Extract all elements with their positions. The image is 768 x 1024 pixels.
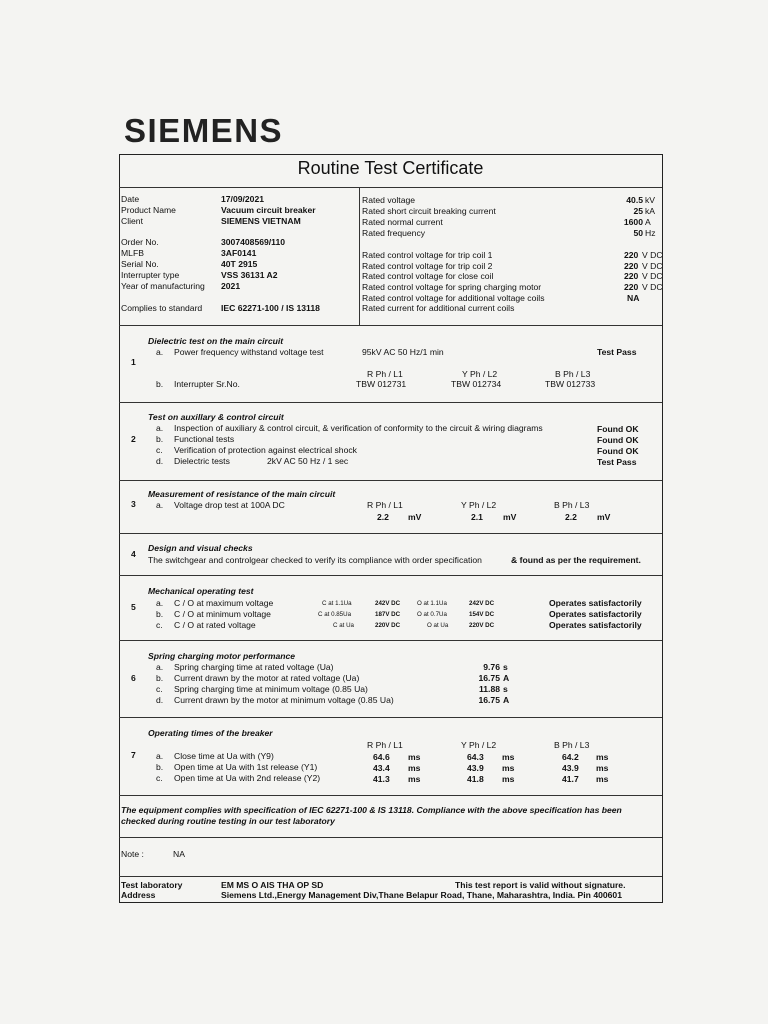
time-unit: ms bbox=[596, 752, 609, 762]
rating-value: 25 bbox=[633, 206, 643, 216]
rating-unit: V DC bbox=[642, 271, 663, 281]
rating-unit: Hz bbox=[645, 228, 656, 238]
item-text: Open time at Ua with 2nd release (Y2) bbox=[174, 773, 321, 783]
condition-voltage: 187V DC bbox=[375, 611, 401, 618]
divider bbox=[119, 717, 662, 718]
time-unit: ms bbox=[596, 774, 609, 784]
item-unit: s bbox=[503, 684, 508, 694]
rating-label: Rated control voltage for spring charging motor bbox=[362, 282, 542, 292]
item-letter: a. bbox=[156, 751, 164, 761]
item-letter: a. bbox=[156, 662, 164, 672]
divider bbox=[119, 325, 662, 326]
measured-value: 2.1 bbox=[471, 512, 483, 522]
section-number: 5 bbox=[131, 602, 136, 612]
item-letter: a. bbox=[156, 423, 164, 433]
item-value: TBW 012733 bbox=[545, 379, 596, 389]
item-value: 95kV AC 50 Hz/1 min bbox=[362, 347, 444, 357]
rating-label: Rated voltage bbox=[362, 195, 416, 205]
section-number: 7 bbox=[131, 750, 136, 760]
rating-unit: V DC bbox=[642, 261, 663, 271]
condition: O at Ua bbox=[427, 622, 449, 629]
lab-value: EM MS O AIS THA OP SD bbox=[221, 880, 324, 890]
item-text: Verification of protection against electrical shock bbox=[174, 445, 357, 455]
section-number: 3 bbox=[131, 499, 136, 509]
rating-label: Rated normal current bbox=[362, 217, 443, 227]
phase-header: Y Ph / L2 bbox=[461, 500, 497, 510]
condition: C at 1.1Ua bbox=[322, 600, 352, 607]
condition-voltage: 242V DC bbox=[469, 600, 495, 607]
section-heading: Mechanical operating test bbox=[148, 586, 254, 596]
compliance-statement: checked during routine testing in our test laboratory bbox=[121, 816, 335, 826]
phase-header: B Ph / L3 bbox=[554, 500, 590, 510]
item-text: Voltage drop test at 100A DC bbox=[174, 500, 285, 510]
info-label: Product Name bbox=[121, 205, 176, 215]
item-letter: c. bbox=[156, 684, 163, 694]
info-label: Serial No. bbox=[121, 259, 159, 269]
item-letter: b. bbox=[156, 673, 164, 683]
info-label: Interrupter type bbox=[121, 270, 180, 280]
item-text: Power frequency withstand voltage test bbox=[174, 347, 324, 357]
item-text: Close time at Ua with (Y9) bbox=[174, 751, 274, 761]
rating-value: 220 bbox=[624, 271, 639, 281]
time-unit: ms bbox=[502, 774, 515, 784]
divider bbox=[119, 837, 662, 838]
info-label: Date bbox=[121, 194, 140, 204]
item-letter: b. bbox=[156, 434, 164, 444]
divider bbox=[119, 480, 662, 481]
item-letter: a. bbox=[156, 347, 164, 357]
phase-header: B Ph / L3 bbox=[555, 369, 591, 379]
item-letter: c. bbox=[156, 773, 163, 783]
condition-voltage: 220V DC bbox=[375, 622, 401, 629]
note-value: NA bbox=[173, 849, 185, 859]
rating-label: Rated control voltage for trip coil 1 bbox=[362, 250, 493, 260]
condition: C at Ua bbox=[333, 622, 354, 629]
address-label: Address bbox=[121, 890, 156, 900]
item-result: Operates satisfactorily bbox=[549, 598, 642, 608]
info-divider bbox=[359, 187, 360, 325]
time-unit: ms bbox=[408, 763, 421, 773]
info-value: 3AF0141 bbox=[221, 248, 257, 258]
info-value: 3007408569/110 bbox=[221, 237, 286, 247]
phase-header: R Ph / L1 bbox=[367, 500, 403, 510]
item-letter: c. bbox=[156, 620, 163, 630]
item-text: Inspection of auxiliary & control circuit, & verification of conformity to the circuit & wiring diagrams bbox=[174, 423, 543, 433]
divider bbox=[119, 795, 662, 796]
item-value: TBW 012731 bbox=[356, 379, 407, 389]
time-value: 64.3 bbox=[467, 752, 484, 762]
item-text: Dielectric tests bbox=[174, 456, 230, 466]
divider bbox=[119, 876, 662, 877]
item-text: C / O at maximum voltage bbox=[174, 598, 274, 608]
info-label: Complies to standard bbox=[121, 303, 203, 313]
section-number: 1 bbox=[131, 357, 136, 367]
time-value: 64.6 bbox=[373, 752, 390, 762]
item-result: Operates satisfactorily bbox=[549, 609, 642, 619]
section-heading: Measurement of resistance of the main circuit bbox=[148, 489, 336, 499]
item-result: Found OK bbox=[597, 446, 639, 456]
item-letter: a. bbox=[156, 598, 164, 608]
rating-label: Rated control voltage for close coil bbox=[362, 271, 494, 281]
certificate-title: Routine Test Certificate bbox=[297, 158, 484, 178]
section-heading: Spring charging motor performance bbox=[148, 651, 296, 661]
item-text: Current drawn by the motor at rated voltage (Ua) bbox=[174, 673, 360, 683]
item-text: Interrupter Sr.No. bbox=[174, 379, 240, 389]
time-unit: ms bbox=[408, 752, 421, 762]
rating-unit: A bbox=[645, 217, 651, 227]
section-heading: Operating times of the breaker bbox=[148, 728, 273, 738]
item-text: Current drawn by the motor at minimum voltage (0.85 Ua) bbox=[174, 695, 394, 705]
info-label: Client bbox=[121, 216, 143, 226]
item-unit: A bbox=[503, 673, 510, 683]
info-label: Order No. bbox=[121, 237, 159, 247]
validity-note: This test report is valid without signature. bbox=[455, 880, 626, 890]
phase-header: R Ph / L1 bbox=[367, 740, 403, 750]
item-result: Test Pass bbox=[597, 457, 637, 467]
phase-header: Y Ph / L2 bbox=[462, 369, 498, 379]
condition: C at 0.85Ua bbox=[318, 611, 352, 618]
note-label: Note : bbox=[121, 849, 144, 859]
rating-value: NA bbox=[627, 293, 640, 303]
item-letter: b. bbox=[156, 379, 164, 389]
address-value: Siemens Ltd.,Energy Management Div,Thane Belapur Road, Thane, Maharashtra, India. Pin 400601 bbox=[221, 890, 622, 900]
info-value: VSS 36131 A2 bbox=[221, 270, 278, 280]
time-value: 41.8 bbox=[467, 774, 484, 784]
time-unit: ms bbox=[502, 752, 515, 762]
info-value: 2021 bbox=[221, 281, 241, 291]
measured-value: 2.2 bbox=[565, 512, 577, 522]
info-value: 17/09/2021 bbox=[221, 194, 265, 204]
info-value: Vacuum circuit breaker bbox=[221, 205, 316, 215]
item-value: 2kV AC 50 Hz / 1 sec bbox=[267, 456, 349, 466]
measured-unit: mV bbox=[408, 512, 422, 522]
item-value: 11.88 bbox=[478, 684, 500, 694]
rating-value: 40.5 bbox=[626, 195, 643, 205]
item-value: 9.76 bbox=[483, 662, 500, 672]
measured-unit: mV bbox=[597, 512, 611, 522]
time-unit: ms bbox=[408, 774, 421, 784]
condition: O at 1.1Ua bbox=[417, 600, 447, 607]
measured-value: 2.2 bbox=[377, 512, 389, 522]
rating-value: 220 bbox=[624, 261, 639, 271]
condition-voltage: 220V DC bbox=[469, 622, 495, 629]
item-text: Spring charging time at rated voltage (Ua) bbox=[174, 662, 334, 672]
phase-header: B Ph / L3 bbox=[554, 740, 590, 750]
measured-unit: mV bbox=[503, 512, 517, 522]
rating-label: Rated control voltage for additional voltage coils bbox=[362, 293, 545, 303]
info-label: MLFB bbox=[121, 248, 144, 258]
item-unit: s bbox=[503, 662, 508, 672]
item-text: Spring charging time at minimum voltage (0.85 Ua) bbox=[174, 684, 368, 694]
rating-label: Rated current for additional current coils bbox=[362, 303, 515, 313]
section-heading: Design and visual checks bbox=[148, 543, 253, 553]
section-number: 6 bbox=[131, 673, 136, 683]
condition-voltage: 242V DC bbox=[375, 600, 401, 607]
info-value: IEC 62271-100 / IS 13118 bbox=[221, 303, 320, 313]
item-text: Open time at Ua with 1st release (Y1) bbox=[174, 762, 318, 772]
section-heading: Dielectric test on the main circuit bbox=[148, 336, 284, 346]
item-letter: a. bbox=[156, 500, 164, 510]
info-value: SIEMENS VIETNAM bbox=[221, 216, 301, 226]
condition: O at 0.7Ua bbox=[417, 611, 447, 618]
rating-value: 50 bbox=[633, 228, 643, 238]
item-letter: c. bbox=[156, 445, 163, 455]
lab-label: Test laboratory bbox=[121, 880, 183, 890]
phase-header: R Ph / L1 bbox=[367, 369, 403, 379]
time-value: 43.9 bbox=[562, 763, 579, 773]
item-text: Functional tests bbox=[174, 434, 235, 444]
rating-label: Rated short circuit breaking current bbox=[362, 206, 496, 216]
item-text: C / O at minimum voltage bbox=[174, 609, 271, 619]
rating-value: 220 bbox=[624, 250, 639, 260]
item-letter: d. bbox=[156, 695, 164, 705]
rating-label: Rated control voltage for trip coil 2 bbox=[362, 261, 493, 271]
rating-unit: V DC bbox=[642, 250, 663, 260]
divider bbox=[119, 575, 662, 576]
divider bbox=[119, 402, 662, 403]
item-result: Found OK bbox=[597, 435, 639, 445]
item-letter: b. bbox=[156, 762, 164, 772]
item-unit: A bbox=[503, 695, 510, 705]
rating-value: 220 bbox=[624, 282, 639, 292]
info-label: Year of manufacturing bbox=[121, 281, 205, 291]
item-letter: b. bbox=[156, 609, 164, 619]
divider bbox=[119, 533, 662, 534]
section-text: The switchgear and controlgear checked to verify its compliance with order specification bbox=[148, 555, 482, 565]
item-result: Found OK bbox=[597, 424, 639, 434]
phase-header: Y Ph / L2 bbox=[461, 740, 497, 750]
item-value: 16.75 bbox=[478, 673, 500, 683]
rating-label: Rated frequency bbox=[362, 228, 426, 238]
time-value: 43.9 bbox=[467, 763, 484, 773]
divider bbox=[119, 187, 662, 188]
condition-voltage: 154V DC bbox=[469, 611, 495, 618]
item-result: Test Pass bbox=[597, 347, 637, 357]
item-letter: d. bbox=[156, 456, 164, 466]
info-value: 40T 2915 bbox=[221, 259, 258, 269]
rating-unit: V DC bbox=[642, 282, 663, 292]
time-value: 64.2 bbox=[562, 752, 579, 762]
rating-unit: kA bbox=[645, 206, 656, 216]
section-number: 4 bbox=[131, 549, 136, 559]
time-value: 41.7 bbox=[562, 774, 579, 784]
siemens-logo: SIEMENS bbox=[124, 112, 284, 149]
section-text-bold: & found as per the requirement. bbox=[511, 555, 641, 565]
item-value: 16.75 bbox=[478, 695, 500, 705]
section-number: 2 bbox=[131, 434, 136, 444]
time-value: 43.4 bbox=[373, 763, 390, 773]
time-value: 41.3 bbox=[373, 774, 390, 784]
time-unit: ms bbox=[502, 763, 515, 773]
divider bbox=[119, 640, 662, 641]
section-heading: Test on auxillary & control circuit bbox=[148, 412, 284, 422]
rating-value: 1600 bbox=[623, 217, 643, 227]
item-result: Operates satisfactorily bbox=[549, 620, 642, 630]
time-unit: ms bbox=[596, 763, 609, 773]
item-value: TBW 012734 bbox=[451, 379, 502, 389]
item-text: C / O at rated voltage bbox=[174, 620, 256, 630]
compliance-statement: The equipment complies with specification of IEC 62271-100 & IS 13118. Compliance with the above specification has been bbox=[121, 805, 622, 815]
rating-unit: kV bbox=[645, 195, 656, 205]
